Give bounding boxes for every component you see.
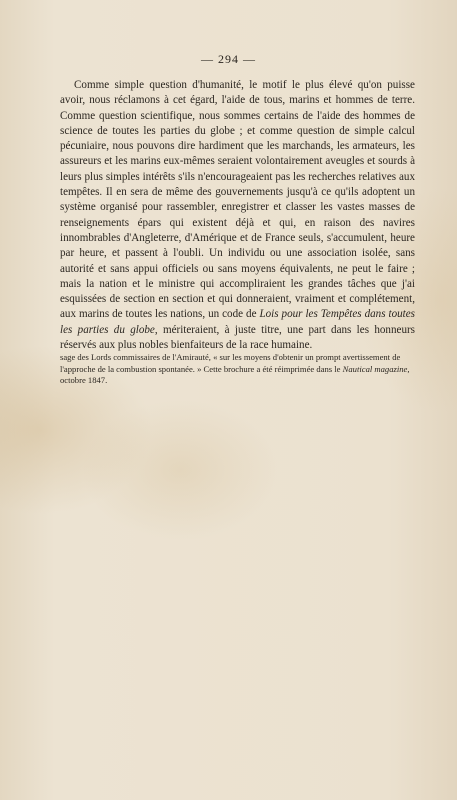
- page-number: — 294 —: [201, 52, 256, 66]
- footnote-italic-title: Nautical magazine: [342, 363, 408, 374]
- footnote-text-start: sage des Lords commissaires de l'Amirauté, « sur les moyens d'obtenir un prompt avertissement de l'approche de la combustion spontanée. » Cette brochure a été réimprimée dans le: [60, 352, 401, 374]
- paragraph-text-end: , mériteraient, à juste titre, une part dans les honneurs réservés aux plus nobles bienfaiteurs de la race humaine.: [60, 323, 415, 352]
- footnote: [60, 352, 415, 387]
- paragraph-text-start: Comme simple question d'humanité, le motif le plus élevé qu'on puisse avoir, nous réclamons à cet égard, l'aide de tous, marins et hommes de terre. Comme question scientifique, nous sommes certains de l'aide des hommes de science de toutes les parties du globe ; et comme question de simple calcul pécuniaire, nous pouvons dire hardiment que les marchands, les armateurs, les assureurs et les marins eux-mêmes seraient volontairement aveugles et sourds à leurs plus simples intérêts s'ils n'encourageaient pas les recherches relatives aux tempêtes. Il en sera de même des gouvernements jusqu'à ce qu'ils adoptent un système organisé pour rassembler, enregistrer et classer les vastes masses de renseignements épars qui existent déjà et qui, en raison des navires innombrables d'Angleterre, d'Amérique et de France seuls, s'accumulent, heure par heure, et passent à l'oubli. Un individu ou une association isolée, sans autorité et sans appui officiels ou sans moyens équivalents, ne peut le faire ; mais la nation et le ministre qui accompliraient les grandes tâches que j'ai esquissées de section en section et qui donneraient, vraiment et complétement, aux marins de toutes les nations, un code de: [60, 79, 415, 321]
- main-paragraph: [60, 78, 415, 353]
- paragraph-italic-title: Lois pour les Tempêtes dans toutes les parties du globe: [60, 308, 415, 336]
- footnote-text-end: , octobre 1847.: [60, 363, 410, 385]
